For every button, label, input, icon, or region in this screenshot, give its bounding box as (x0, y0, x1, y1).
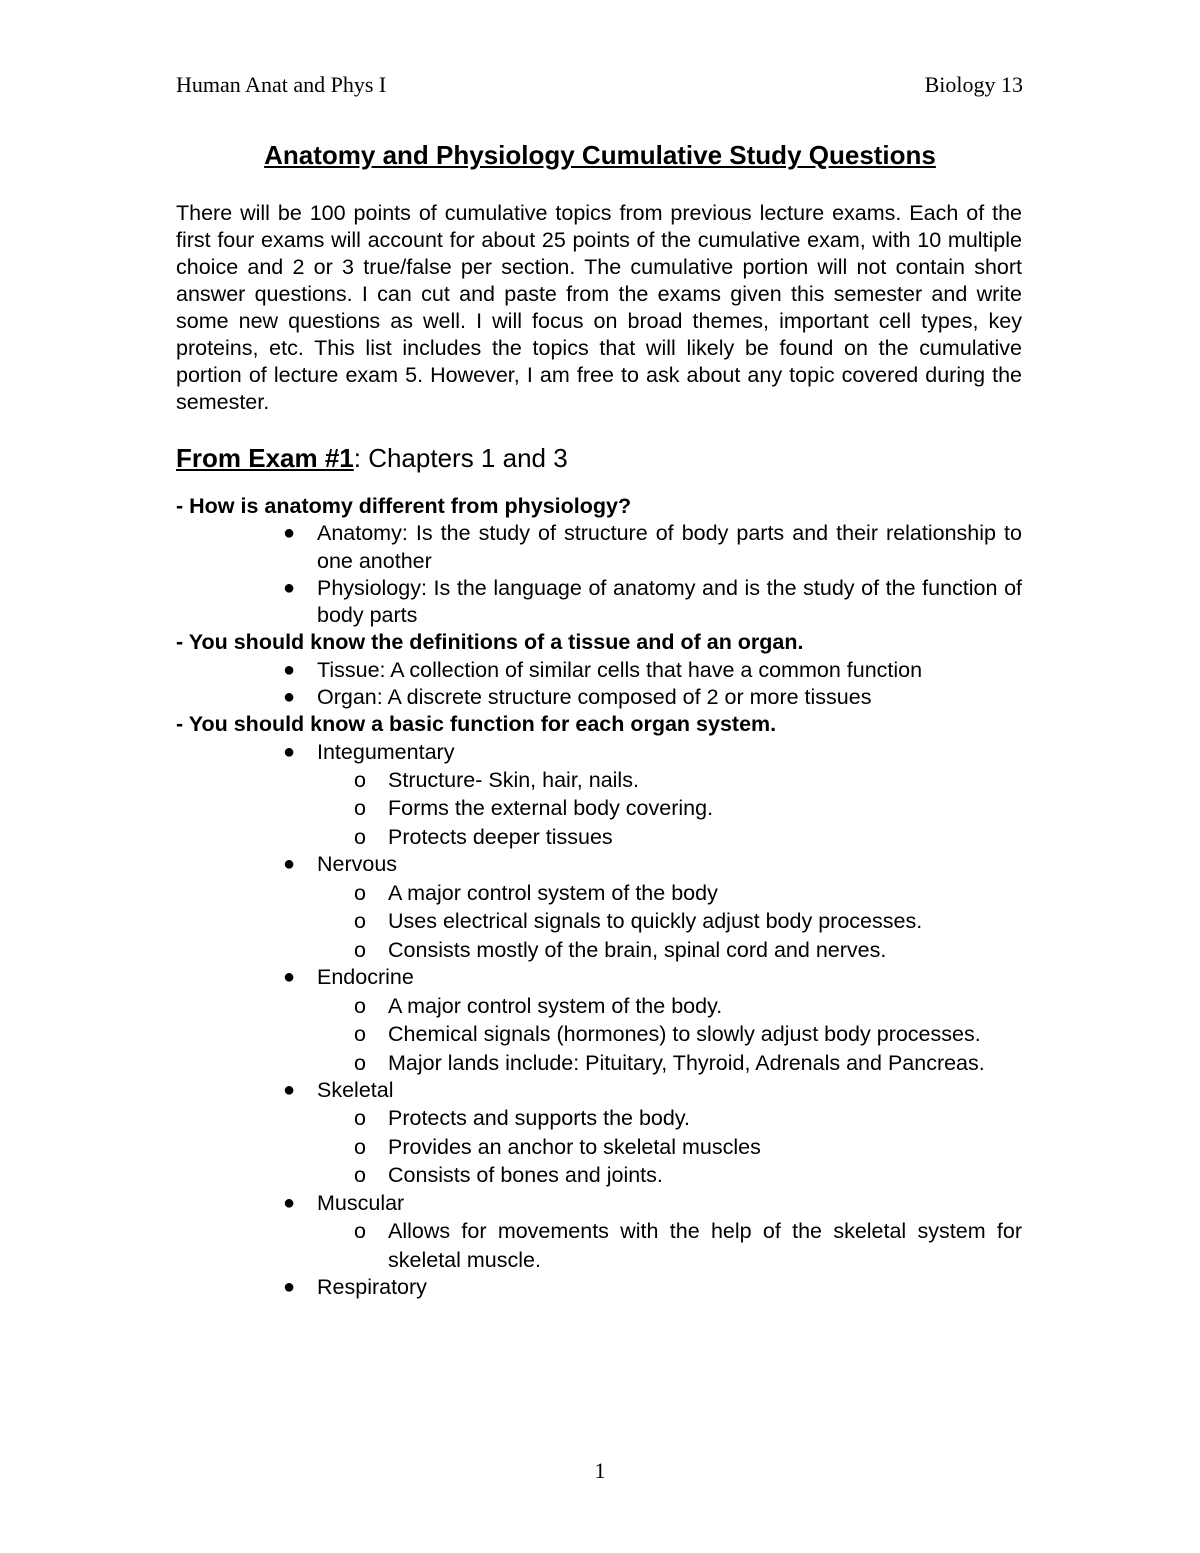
answer-item-text: Nervous (317, 852, 398, 877)
sub-item-text: Major lands include: Pituitary, Thyroid, Adrenals and Pancreas. (388, 1050, 985, 1075)
answer-item (176, 575, 1022, 630)
section-heading (176, 443, 568, 474)
sub-item (317, 1217, 1022, 1274)
section-heading-exam: From Exam #1 (176, 443, 354, 473)
page-number: 1 (594, 1458, 606, 1483)
document-title: Anatomy and Physiology Cumulative Study Questions (264, 140, 936, 170)
answer-item-text: Muscular (317, 1190, 405, 1215)
bullet-icon: ● (283, 522, 296, 545)
bullet-icon: ● (283, 853, 296, 876)
header-course-name: Human Anat and Phys I (176, 72, 387, 97)
sub-item (317, 907, 1022, 936)
sub-item (317, 879, 1022, 908)
sub-item-list (317, 879, 1022, 965)
bullet-icon: ● (283, 966, 296, 989)
answer-item-text: Organ: A discrete structure composed of 2 or more tissues (317, 685, 872, 710)
answer-item (176, 739, 1022, 852)
answer-item-text: Respiratory (317, 1275, 427, 1300)
sub-item-text: A major control system of the body (388, 880, 718, 905)
sub-item-text: Protects deeper tissues (388, 824, 613, 849)
sub-item (317, 766, 1022, 795)
sub-bullet-icon: o (354, 824, 366, 849)
sub-item-list (317, 766, 1022, 852)
answer-list (176, 739, 1022, 1302)
sub-bullet-icon: o (354, 767, 366, 792)
answer-item (176, 684, 1022, 711)
sub-item-list (317, 1217, 1022, 1274)
answer-item (176, 657, 1022, 684)
sub-item-text: Chemical signals (hormones) to slowly adjust body processes. (388, 1022, 981, 1047)
answer-item (176, 964, 1022, 1077)
sub-bullet-icon: o (354, 1106, 366, 1131)
sub-item-text: Consists of bones and joints. (388, 1163, 663, 1188)
sub-item-text: Uses electrical signals to quickly adjust body processes. (388, 909, 923, 934)
answer-list (176, 657, 1022, 712)
answer-item (176, 1190, 1022, 1274)
bullet-icon: ● (283, 576, 296, 599)
sub-bullet-icon: o (354, 1219, 366, 1244)
bullet-icon: ● (283, 1079, 296, 1102)
answer-item (176, 1274, 1022, 1301)
bullet-icon: ● (283, 658, 296, 681)
sub-item (317, 936, 1022, 965)
bullet-icon: ● (283, 686, 296, 709)
answer-item-text: Physiology: Is the language of anatomy and is the study of the function of body parts (317, 575, 1022, 628)
sub-bullet-icon: o (354, 1022, 366, 1047)
sub-item (317, 1161, 1022, 1190)
answer-item-text: Skeletal (317, 1078, 394, 1103)
study-question: - How is anatomy different from physiology? (176, 494, 632, 518)
intro-paragraph: There will be 100 points of cumulative topics from previous lecture exams. Each of the first four exams will account for about 25 points of the cumulative exam, with 10 multiple choice and 2 or 3 true/false per section. The cumulative portion will not contain short answer questions. I can cut and paste from the exams given this semester and write some new questions as well. I will focus on broad themes, important cell types, key proteins, etc. This list includes the topics that will likely be found on the cumulative portion of lecture exam 5. However, I am free to ask about any topic covered during the semester. (176, 201, 1022, 414)
section-heading-chapters: : Chapters 1 and 3 (353, 443, 568, 473)
page-header (176, 72, 1023, 98)
bullet-icon: ● (283, 1276, 296, 1299)
sub-item-list (317, 992, 1022, 1078)
sub-bullet-icon: o (354, 1163, 366, 1188)
sub-bullet-icon: o (354, 796, 366, 821)
sub-item (317, 1049, 1022, 1078)
sub-item (317, 823, 1022, 852)
sub-bullet-icon: o (354, 937, 366, 962)
sub-item-text: Provides an anchor to skeletal muscles (388, 1134, 761, 1159)
sub-item-text: Structure- Skin, hair, nails. (388, 767, 639, 792)
sub-item (317, 1104, 1022, 1133)
bullet-icon: ● (283, 740, 296, 763)
study-question: - You should know a basic function for each organ system. (176, 712, 777, 737)
sub-item-text: Consists mostly of the brain, spinal cord and nerves. (388, 937, 887, 962)
answer-list (176, 520, 1022, 629)
sub-item (317, 794, 1022, 823)
sub-bullet-icon: o (354, 909, 366, 934)
answer-item-text: Anatomy: Is the study of structure of body parts and their relationship to one another (317, 521, 1022, 573)
sub-item (317, 992, 1022, 1021)
sub-item-text: Allows for movements with the help of the skeletal system for skeletal muscle. (388, 1219, 1022, 1272)
study-question: - You should know the definitions of a tissue and of an organ. (176, 630, 804, 655)
sub-item (317, 1133, 1022, 1162)
sub-bullet-icon: o (354, 1050, 366, 1075)
sub-bullet-icon: o (354, 880, 366, 905)
answer-item (176, 1077, 1022, 1190)
sub-bullet-icon: o (354, 1134, 366, 1159)
sub-item (317, 1020, 1022, 1049)
sub-item-text: Protects and supports the body. (388, 1106, 690, 1131)
answer-item (176, 851, 1022, 964)
sub-item-text: A major control system of the body. (388, 993, 723, 1018)
sub-bullet-icon: o (354, 993, 366, 1018)
sub-item-text: Forms the external body covering. (388, 796, 714, 821)
answer-item-text: Tissue: A collection of similar cells that have a common function (317, 657, 923, 682)
questions-content (176, 493, 1022, 1301)
answer-item (176, 520, 1022, 575)
header-course-code: Biology 13 (924, 72, 1023, 97)
answer-item-text: Endocrine (317, 965, 414, 990)
sub-item-list (317, 1104, 1022, 1190)
answer-item-text: Integumentary (317, 739, 455, 764)
bullet-icon: ● (283, 1191, 296, 1214)
